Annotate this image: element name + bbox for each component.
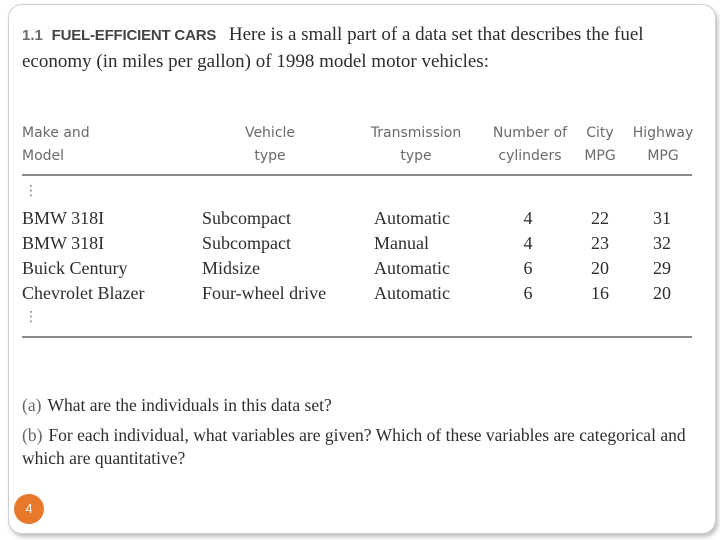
header-highway-line2: MPG [647, 148, 679, 164]
cell-model: Chevrolet Blazer [22, 283, 145, 303]
cell-type: Four-wheel drive [202, 283, 327, 303]
cell-city-mpg: 22 [591, 208, 609, 228]
cell-transmission: Automatic [374, 208, 450, 228]
cell-transmission: Manual [374, 233, 429, 253]
header-city-mpg [580, 122, 620, 168]
question-a [22, 394, 702, 417]
header-vehicle-type-line2: type [254, 148, 286, 164]
ellipsis-top: ⋮ [24, 183, 38, 199]
cell-cylinders: 4 [523, 208, 533, 228]
header-vehicle-type [232, 122, 308, 168]
cell-model: BMW 318I [22, 208, 105, 228]
header-cylinders-line2: cylinders [498, 148, 562, 164]
header-city-line1: City [586, 125, 614, 141]
cell-model: BMW 318I [22, 233, 105, 253]
header-city-line2: MPG [584, 148, 616, 164]
cell-city-mpg: 23 [591, 233, 609, 253]
cell-city-mpg: 16 [591, 283, 609, 303]
question-b-label: (b) [22, 425, 43, 445]
exercise-title: FUEL-EFFICIENT CARS [51, 27, 217, 44]
cell-transmission: Automatic [374, 258, 450, 278]
cell-cylinders: 6 [523, 258, 533, 278]
header-highway-line1: Highway [632, 125, 694, 141]
cell-highway-mpg: 29 [653, 258, 671, 278]
exercise-number: 1.1 [22, 27, 43, 44]
cell-cylinders: 4 [523, 233, 533, 253]
header-transmission [366, 122, 466, 168]
cell-type: Midsize [202, 258, 260, 278]
cell-model: Buick Century [22, 258, 128, 278]
header-highway-mpg [630, 122, 696, 168]
header-make-model-line1: Make and [22, 125, 90, 141]
exercise-text: Here is a small part of a data set that describes the fuel economy (in miles per gallon) of 1998 model motor vehicles: [22, 24, 644, 72]
header-cylinders-line1: Number of [492, 125, 568, 141]
cell-highway-mpg: 20 [653, 283, 671, 303]
cell-highway-mpg: 31 [653, 208, 671, 228]
question-b-text: For each individual, what variables are given? Which of these variables are categorical and which are quantitative? [22, 425, 686, 468]
header-transmission-line1: Transmission [370, 125, 462, 141]
page-number-badge: 4 [14, 494, 44, 524]
header-rule [22, 174, 692, 176]
question-a-label: (a) [22, 395, 42, 415]
question-b [22, 424, 702, 470]
header-transmission-line2: type [400, 148, 432, 164]
header-make-model-line2: Model [22, 148, 65, 164]
header-make-model [22, 122, 90, 168]
header-vehicle-type-line1: Vehicle [244, 125, 296, 141]
cell-highway-mpg: 32 [653, 233, 671, 253]
cell-cylinders: 6 [523, 283, 533, 303]
cell-type: Subcompact [202, 233, 291, 253]
ellipsis-bottom: ⋮ [24, 309, 38, 325]
cell-type: Subcompact [202, 208, 291, 228]
exercise-heading [22, 22, 694, 75]
question-a-text: What are the individuals in this data set? [47, 395, 332, 415]
cell-transmission: Automatic [374, 283, 450, 303]
cell-city-mpg: 20 [591, 258, 609, 278]
header-cylinders [490, 122, 570, 168]
table-bottom-rule [22, 336, 692, 338]
